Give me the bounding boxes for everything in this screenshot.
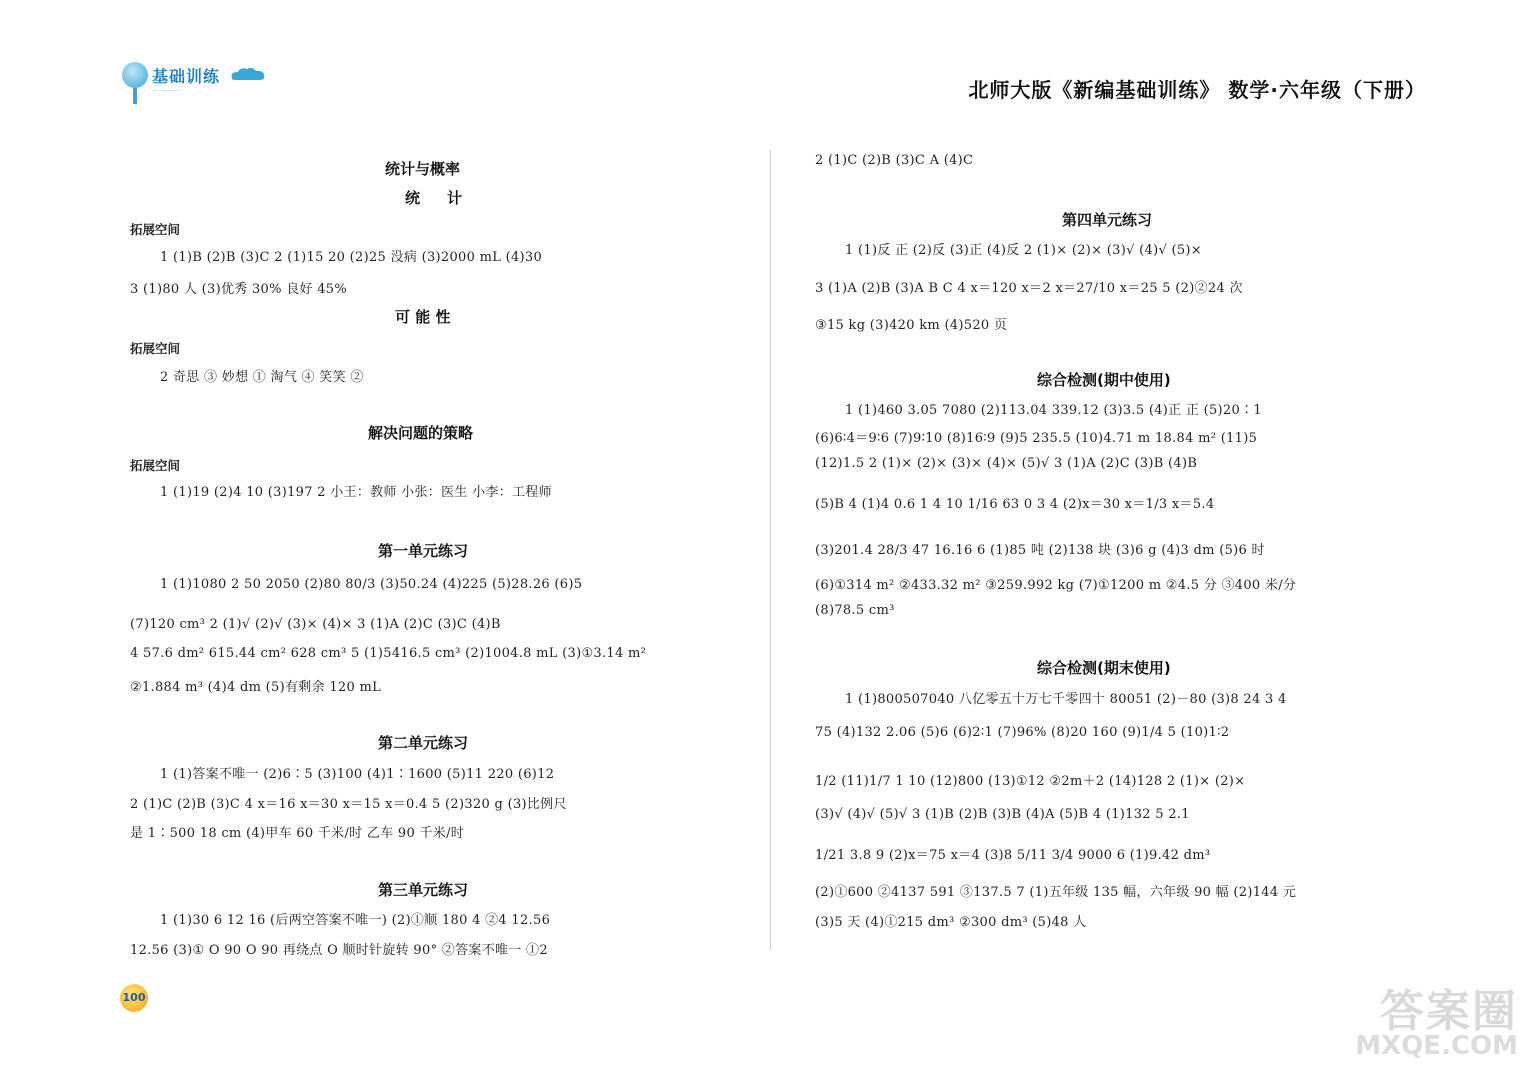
subheading: 拓展空间 — [130, 222, 181, 237]
answer-line: 2 奇思 ③ 妙想 ① 淘气 ④ 笑笑 ② — [160, 370, 364, 385]
answer-line: 1 (1)1080 2 50 2050 (2)80 80/3 (3)50.24 (4)225 (5)28.26 (6)5 — [160, 577, 583, 592]
answer-line: 2 (1)C (2)B (3)C 4 x＝16 x＝30 x＝15 x＝0.4 5 (2)320 g (3)比例尺 — [130, 797, 567, 812]
watermark-logo: 答案圈 — [1380, 986, 1518, 1037]
answer-line: (3)201.4 28/3 47 16.16 6 (1)85 吨 (2)138 块 (3)6 g (4)3 dm (5)6 时 — [815, 543, 1265, 558]
section-title: 可 能 性 — [395, 308, 451, 326]
answer-line: 2 (1)C (2)B (3)C A (4)C — [815, 153, 974, 168]
answer-line: 12.56 (3)① O 90 O 90 再绕点 O 顺时针旋转 90° ②答案不唯一 ①2 — [130, 943, 548, 958]
answer-line: 1/2 (11)1/7 1 10 (12)800 (13)①12 ②2m＋2 (14)128 2 (1)× (2)× — [815, 774, 1246, 789]
watermark-url: MXQE.COM — [1355, 1031, 1518, 1061]
answer-line: (6)6∶4＝9∶6 (7)9∶10 (8)16∶9 (9)5 235.5 (10)4.71 m 18.84 m² (11)5 — [815, 431, 1258, 446]
answer-line: 是 1∶500 18 cm (4)甲车 60 千米/时 乙车 90 千米/时 — [130, 826, 465, 841]
answer-line: 1 (1)30 6 12 16 (后两空答案不唯一) (2)①顺 180 4 ②4 12.56 — [160, 913, 551, 928]
answer-line: (8)78.5 cm³ — [815, 603, 895, 618]
answer-line: (3)√ (4)√ (5)√ 3 (1)B (2)B (3)B (4)A (5)B 4 (1)132 5 2.1 — [815, 807, 1190, 822]
answer-line: (5)B 4 (1)4 0.6 1 4 10 1/16 63 0 3 4 (2)x＝30 x＝1/3 x＝5.4 — [815, 497, 1215, 512]
subheading: 拓展空间 — [130, 458, 181, 473]
cloud-icon — [228, 66, 268, 82]
answer-line: 3 (1)80 人 (3)优秀 30% 良好 45% — [130, 282, 348, 297]
section-title: 第四单元练习 — [1062, 211, 1153, 229]
section-title: 解决问题的策略 — [368, 424, 474, 442]
answer-line: 75 (4)132 2.06 (5)6 (6)2∶1 (7)96% (8)20 160 (9)1/4 5 (10)1∶2 — [815, 725, 1230, 740]
book-title: 北师大版《新编基础训练》 数学·六年级（下册） — [968, 78, 1426, 102]
section-title: 综合检测(期中使用) — [1037, 371, 1171, 389]
section-title: 统计与概率 — [385, 160, 461, 178]
answer-line: (7)120 cm³ 2 (1)√ (2)√ (3)× (4)× 3 (1)A (2)C (3)C (4)B — [130, 617, 501, 632]
subheading: 拓展空间 — [130, 341, 181, 356]
lightbulb-stem — [133, 88, 137, 104]
answer-line: 3 (1)A (2)B (3)A B C 4 x＝120 x＝2 x＝27/10 x＝25 5 (2)②24 次 — [815, 281, 1243, 296]
page-number-badge: 100 — [120, 984, 148, 1012]
column-divider — [770, 150, 771, 950]
answer-line: (2)①600 ②4137 591 ③137.5 7 (1)五年级 135 幅，六年级 90 幅 (2)144 元 — [815, 885, 1297, 900]
answer-line: 1 (1)19 (2)4 10 (3)197 2 小王：教师 小张：医生 小李：工程师 — [160, 485, 552, 500]
answer-line: ③15 kg (3)420 km (4)520 页 — [815, 318, 1008, 333]
answer-line: 1 (1)B (2)B (3)C 2 (1)15 20 (2)25 没病 (3)2000 mL (4)30 — [160, 250, 543, 265]
answer-line: 1 (1)800507040 八亿零五十万七千零四十 80051 (2)－80 (3)8 24 3 4 — [845, 692, 1287, 707]
section-title: 第一单元练习 — [378, 542, 469, 560]
answer-line: 4 57.6 dm² 615.44 cm² 628 cm³ 5 (1)5416.5 cm³ (2)1004.8 mL (3)①3.14 m² — [130, 646, 647, 661]
logo-subtext: ............... — [152, 86, 181, 93]
section-subtitle: 统 计 — [405, 189, 469, 207]
section-title: 第二单元练习 — [378, 734, 469, 752]
answer-line: (6)①314 m² ②433.32 m² ③259.992 kg (7)①1200 m ②4.5 分 ③400 米/分 — [815, 578, 1297, 593]
section-title: 综合检测(期末使用) — [1037, 659, 1171, 677]
brand-logo — [122, 60, 282, 108]
answer-line: 1 (1)460 3.05 7080 (2)113.04 339.12 (3)3.5 (4)正 正 (5)20∶1 — [845, 403, 1262, 418]
lightbulb-icon — [122, 62, 148, 88]
answer-line: ②1.884 m³ (4)4 dm (5)有剩余 120 mL — [130, 680, 382, 695]
answer-line: 1 (1)反 正 (2)反 (3)正 (4)反 2 (1)× (2)× (3)√ (4)√ (5)× — [845, 243, 1202, 258]
logo-text: 基础训练 — [152, 67, 221, 86]
answer-line: (3)5 天 (4)①215 dm³ ②300 dm³ (5)48 人 — [815, 915, 1087, 930]
section-title: 第三单元练习 — [378, 881, 469, 899]
answer-line: (12)1.5 2 (1)× (2)× (3)× (4)× (5)√ 3 (1)A (2)C (3)B (4)B — [815, 456, 1198, 471]
answer-line: 1/21 3.8 9 (2)x＝75 x＝4 (3)8 5/11 3/4 9000 6 (1)9.42 dm³ — [815, 848, 1211, 863]
answer-line: 1 (1)答案不唯一 (2)6∶5 (3)100 (4)1∶1600 (5)11 220 (6)12 — [160, 767, 555, 782]
watermark — [1347, 975, 1522, 1070]
